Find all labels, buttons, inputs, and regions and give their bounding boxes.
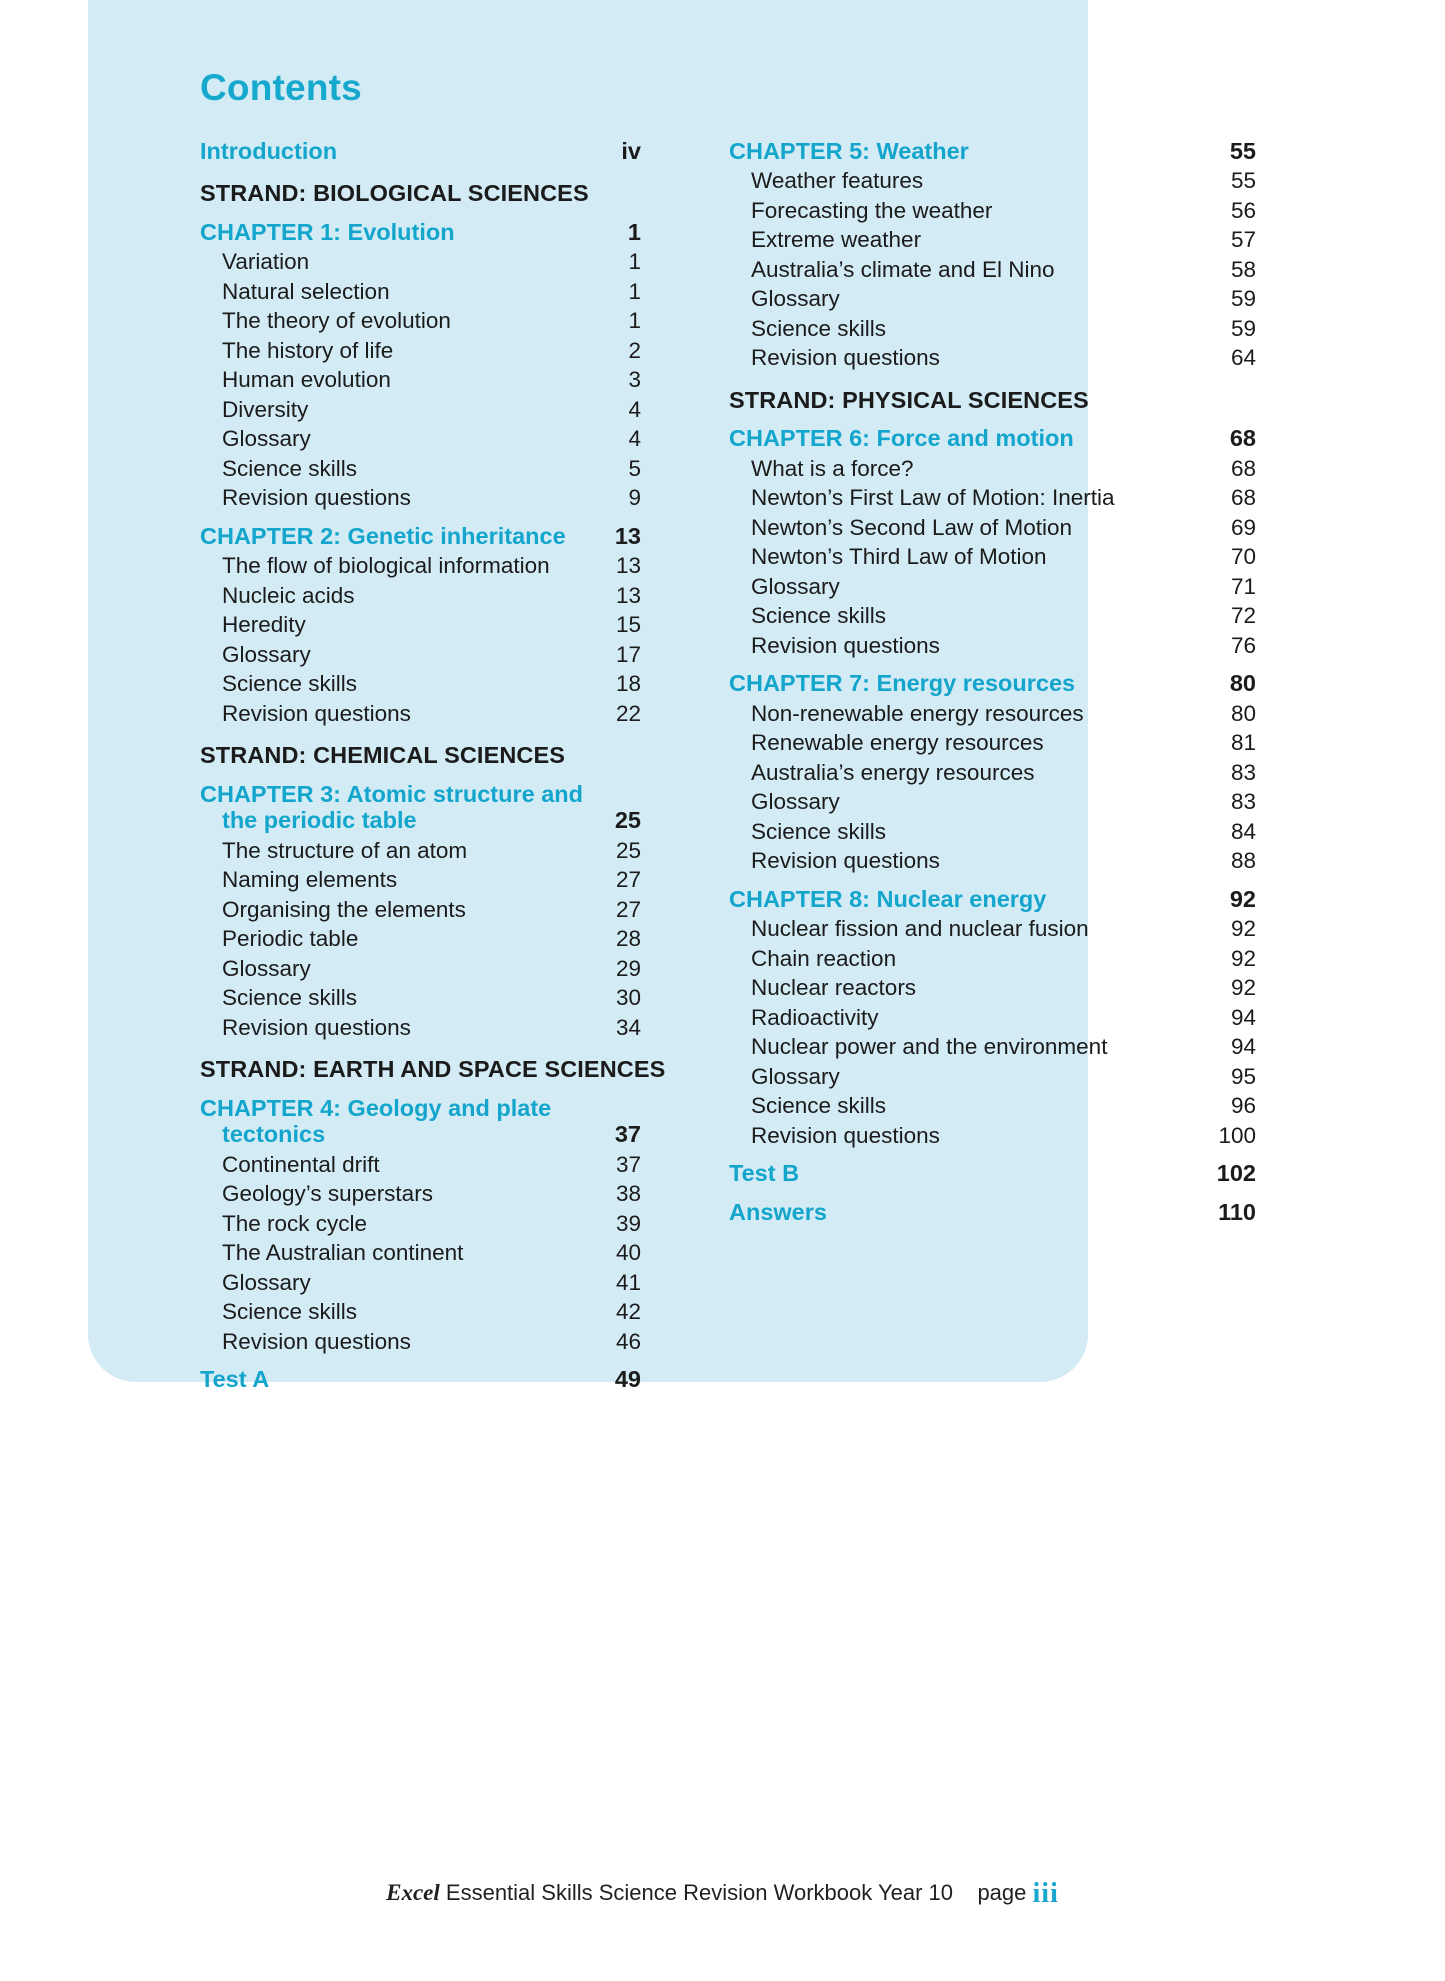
toc-entry-label: Science skills bbox=[222, 455, 358, 481]
toc-entry-page-number: 1 bbox=[628, 249, 641, 275]
toc-entry-major[interactable] bbox=[729, 885, 1256, 912]
toc-entry-sub[interactable] bbox=[729, 197, 1256, 223]
toc-entry-sub[interactable] bbox=[200, 487, 641, 510]
toc-entry-page-number: 3 bbox=[628, 367, 641, 393]
toc-entry-sub[interactable] bbox=[200, 1328, 641, 1354]
toc-entry-page-number: 17 bbox=[615, 641, 641, 667]
toc-entry-sub[interactable] bbox=[729, 1036, 1256, 1059]
toc-entry-label: Geology’s superstars bbox=[222, 1181, 433, 1207]
toc-entry-major[interactable] bbox=[729, 1198, 1256, 1225]
toc-entry-label: The history of life bbox=[222, 337, 394, 363]
toc-entry-page-number: 59 bbox=[1230, 315, 1256, 341]
toc-entry-page-number: 30 bbox=[615, 985, 641, 1011]
toc-entry-label: Newton’s First Law of Motion: Inertia bbox=[751, 485, 1115, 511]
toc-entry-label: Natural selection bbox=[222, 278, 390, 304]
toc-entry-label: Organising the elements bbox=[222, 896, 466, 922]
toc-entry-sub[interactable] bbox=[200, 641, 641, 667]
footer-page-number: iii bbox=[1032, 1878, 1059, 1909]
toc-entry-major[interactable] bbox=[729, 137, 1256, 164]
toc-entry-page-number: 18 bbox=[615, 671, 641, 697]
toc-entry-major[interactable] bbox=[200, 522, 641, 549]
toc-entry-page-number: 100 bbox=[1218, 1122, 1256, 1148]
toc-entry-sub[interactable] bbox=[729, 347, 1256, 370]
footer-text: Essential Skills Science Revision Workbook Year 10 bbox=[445, 1880, 953, 1905]
toc-entry-page-number: 64 bbox=[1230, 345, 1256, 371]
toc-entry-sub[interactable] bbox=[200, 614, 641, 637]
toc-entry-sub[interactable] bbox=[729, 514, 1256, 540]
toc-entry-label: What is a force? bbox=[751, 455, 914, 481]
contents-columns bbox=[200, 125, 1445, 1392]
toc-entry-label: The theory of evolution bbox=[222, 308, 451, 334]
toc-entry-label: Diversity bbox=[222, 396, 309, 422]
toc-entry-label: Science skills bbox=[751, 1093, 887, 1119]
toc-entry-label: CHAPTER 3: Atomic structure and bbox=[200, 780, 584, 807]
toc-entry-label: Nucleic acids bbox=[222, 582, 355, 608]
toc-entry-page-number: 84 bbox=[1230, 818, 1256, 844]
toc-entry-label: Glossary bbox=[751, 789, 840, 815]
page-title: Contents bbox=[200, 67, 362, 108]
toc-entry-label: Revision questions bbox=[222, 485, 411, 511]
toc-entry-sub[interactable] bbox=[200, 251, 641, 274]
toc-entry-label: Extreme weather bbox=[751, 227, 922, 253]
toc-entry-label: The structure of an atom bbox=[222, 837, 468, 863]
toc-entry-label: tectonics bbox=[222, 1121, 326, 1148]
footer-brand: Excel bbox=[386, 1880, 440, 1905]
toc-entry-page-number: 92 bbox=[1230, 916, 1256, 942]
toc-entry-page-number: 1 bbox=[627, 218, 641, 245]
toc-entry-major[interactable] bbox=[200, 137, 641, 164]
toc-entry-label: Variation bbox=[222, 249, 310, 275]
toc-entry-label: Introduction bbox=[200, 137, 338, 164]
toc-entry-sub[interactable] bbox=[729, 256, 1256, 282]
toc-entry-label: Glossary bbox=[751, 286, 840, 312]
toc-entry-sub[interactable] bbox=[729, 229, 1256, 252]
toc-entry-sub[interactable] bbox=[200, 369, 641, 392]
toc-entry-sub[interactable] bbox=[729, 1063, 1256, 1089]
toc-entry-sub[interactable] bbox=[200, 1269, 641, 1295]
toc-entry-page-number: 92 bbox=[1230, 975, 1256, 1001]
toc-entry-label: Revision questions bbox=[222, 1328, 411, 1354]
toc-entry-sub[interactable] bbox=[729, 546, 1256, 569]
toc-entry-page-number: 83 bbox=[1230, 759, 1256, 785]
toc-entry-sub[interactable] bbox=[200, 928, 641, 951]
toc-entry-sub[interactable] bbox=[200, 869, 641, 892]
toc-entry-sub[interactable] bbox=[729, 573, 1256, 599]
toc-entry-page-number: 22 bbox=[615, 700, 641, 726]
toc-entry-page-number: 55 bbox=[1230, 168, 1256, 194]
toc-entry-label: the periodic table bbox=[222, 807, 417, 834]
toc-entry-major[interactable] bbox=[729, 1162, 1256, 1186]
toc-entry-sub[interactable] bbox=[200, 337, 641, 363]
toc-entry-label: Weather features bbox=[751, 168, 924, 194]
toc-entry-page-number: 59 bbox=[1230, 286, 1256, 312]
toc-entry-label: Non-renewable energy resources bbox=[751, 700, 1084, 726]
toc-entry-page-number: 110 bbox=[1218, 1198, 1256, 1225]
toc-entry-label: Newton’s Third Law of Motion bbox=[751, 544, 1047, 570]
toc-entry-label: Science skills bbox=[222, 985, 358, 1011]
toc-entry-page-number: 80 bbox=[1230, 700, 1256, 726]
toc-entry-sub[interactable] bbox=[200, 955, 641, 981]
toc-entry-page-number: 81 bbox=[1230, 730, 1256, 756]
toc-entry-label: Glossary bbox=[222, 955, 311, 981]
toc-entry-page-number: 49 bbox=[614, 1366, 641, 1393]
toc-entry-major[interactable] bbox=[729, 672, 1256, 696]
contents-content bbox=[200, 68, 1445, 1392]
toc-entry-sub[interactable] bbox=[729, 315, 1256, 341]
contents-right-column bbox=[729, 125, 1256, 1392]
toc-entry-sub[interactable] bbox=[200, 278, 641, 304]
toc-entry-page-number: 28 bbox=[615, 926, 641, 952]
toc-entry-label: Revision questions bbox=[222, 1014, 411, 1040]
toc-entry-label: STRAND: PHYSICAL SCIENCES bbox=[729, 386, 1089, 413]
toc-entry-sub[interactable] bbox=[200, 1183, 641, 1206]
toc-entry-page-number: 76 bbox=[1230, 632, 1256, 658]
toc-entry-page-number: 41 bbox=[615, 1269, 641, 1295]
toc-entry-sub[interactable] bbox=[729, 977, 1256, 1000]
toc-entry-sub[interactable] bbox=[729, 632, 1256, 658]
toc-entry-label: Chain reaction bbox=[751, 945, 897, 971]
toc-entry-sub[interactable] bbox=[729, 605, 1256, 628]
toc-entry-page-number: 88 bbox=[1230, 848, 1256, 874]
toc-entry-label: Revision questions bbox=[751, 632, 940, 658]
toc-entry-major[interactable] bbox=[200, 1368, 641, 1392]
toc-entry-page-number: 1 bbox=[628, 308, 641, 334]
toc-entry-label: STRAND: BIOLOGICAL SCIENCES bbox=[200, 180, 589, 207]
toc-entry-label: Heredity bbox=[222, 612, 306, 638]
toc-entry-sub[interactable] bbox=[729, 791, 1256, 814]
toc-entry-page-number: 102 bbox=[1216, 1160, 1256, 1187]
toc-entry-label: Continental drift bbox=[222, 1151, 380, 1177]
toc-entry-label: CHAPTER 8: Nuclear energy bbox=[729, 885, 1047, 912]
toc-entry-major[interactable] bbox=[729, 427, 1256, 451]
toc-entry-label: The rock cycle bbox=[222, 1210, 368, 1236]
toc-entry-sub[interactable] bbox=[729, 945, 1256, 971]
toc-entry-label: Glossary bbox=[222, 426, 311, 452]
toc-entry-page-number: 25 bbox=[615, 837, 641, 863]
toc-entry-page-number: 27 bbox=[615, 896, 641, 922]
toc-entry-page-number: 1 bbox=[628, 278, 641, 304]
contents-page-panel bbox=[88, 0, 1256, 1393]
toc-entry-sub[interactable] bbox=[200, 837, 641, 863]
toc-entry-label: The flow of biological information bbox=[222, 553, 550, 579]
toc-entry-page-number: 46 bbox=[615, 1328, 641, 1354]
toc-entry-sub[interactable] bbox=[200, 896, 641, 922]
toc-entry-label: Science skills bbox=[222, 671, 358, 697]
toc-entry-label: CHAPTER 6: Force and motion bbox=[729, 425, 1074, 452]
toc-entry-major[interactable] bbox=[200, 1094, 641, 1121]
toc-entry-page-number: 92 bbox=[1230, 945, 1256, 971]
toc-entry-sub[interactable] bbox=[200, 310, 641, 333]
toc-entry-label: Revision questions bbox=[751, 1122, 940, 1148]
toc-strand-heading bbox=[729, 386, 1256, 413]
toc-entry-sub[interactable] bbox=[200, 582, 641, 608]
page-footer bbox=[0, 1878, 1445, 1910]
toc-entry-page-number: 68 bbox=[1230, 455, 1256, 481]
toc-entry-label: Australia’s energy resources bbox=[751, 759, 1035, 785]
toc-entry-label: Glossary bbox=[222, 641, 311, 667]
toc-entry-page-number: 15 bbox=[615, 612, 641, 638]
toc-entry-page-number: 27 bbox=[615, 867, 641, 893]
toc-entry-label: Australia’s climate and El Nino bbox=[751, 256, 1055, 282]
toc-entry-page-number: 57 bbox=[1230, 227, 1256, 253]
toc-entry-label: Nuclear reactors bbox=[751, 975, 917, 1001]
toc-entry-sub[interactable] bbox=[729, 918, 1256, 941]
toc-entry-major[interactable] bbox=[200, 218, 641, 245]
toc-entry-page-number: 69 bbox=[1230, 514, 1256, 540]
toc-entry-page-number: 29 bbox=[615, 955, 641, 981]
toc-entry-page-number: 40 bbox=[615, 1240, 641, 1266]
toc-entry-label: Glossary bbox=[222, 1269, 311, 1295]
toc-entry-major-continuation[interactable] bbox=[200, 809, 641, 833]
toc-entry-page-number: 70 bbox=[1230, 544, 1256, 570]
toc-entry-sub[interactable] bbox=[729, 1095, 1256, 1118]
toc-strand-heading bbox=[200, 744, 641, 768]
toc-entry-label: Glossary bbox=[751, 573, 840, 599]
toc-entry-sub[interactable] bbox=[200, 555, 641, 578]
toc-entry-page-number: 39 bbox=[615, 1210, 641, 1236]
toc-entry-page-number: 96 bbox=[1230, 1093, 1256, 1119]
toc-entry-label: Answers bbox=[729, 1198, 827, 1225]
toc-strand-heading bbox=[200, 182, 641, 206]
toc-entry-sub[interactable] bbox=[200, 396, 641, 422]
toc-entry-label: Nuclear fission and nuclear fusion bbox=[751, 916, 1089, 942]
toc-entry-label: Revision questions bbox=[751, 848, 940, 874]
toc-entry-page-number: 55 bbox=[1229, 137, 1256, 164]
toc-entry-major[interactable] bbox=[200, 780, 641, 807]
toc-entry-page-number: 83 bbox=[1230, 789, 1256, 815]
toc-entry-sub[interactable] bbox=[729, 732, 1256, 755]
toc-entry-label: CHAPTER 2: Genetic inheritance bbox=[200, 522, 566, 549]
toc-entry-sub[interactable] bbox=[200, 1242, 641, 1265]
toc-entry-page-number: 13 bbox=[615, 553, 641, 579]
toc-entry-page-number: iv bbox=[621, 137, 641, 164]
toc-entry-label: CHAPTER 1: Evolution bbox=[200, 218, 455, 245]
toc-entry-sub[interactable] bbox=[200, 428, 641, 451]
toc-entry-label: STRAND: EARTH AND SPACE SCIENCES bbox=[200, 1056, 666, 1083]
toc-entry-sub[interactable] bbox=[200, 1210, 641, 1236]
toc-entry-page-number: 42 bbox=[615, 1299, 641, 1325]
toc-entry-label: Glossary bbox=[751, 1063, 840, 1089]
toc-entry-page-number: 94 bbox=[1230, 1004, 1256, 1030]
toc-strand-heading bbox=[200, 1056, 666, 1083]
toc-entry-label: Naming elements bbox=[222, 867, 398, 893]
toc-entry-sub[interactable] bbox=[200, 455, 641, 481]
toc-entry-page-number: 56 bbox=[1230, 197, 1256, 223]
toc-entry-label: Revision questions bbox=[751, 345, 940, 371]
toc-entry-label: Newton’s Second Law of Motion bbox=[751, 514, 1073, 540]
toc-entry-page-number: 68 bbox=[1230, 485, 1256, 511]
toc-entry-page-number: 25 bbox=[614, 807, 641, 834]
toc-entry-sub[interactable] bbox=[729, 170, 1256, 193]
toc-entry-page-number: 13 bbox=[614, 522, 641, 549]
toc-entry-sub[interactable] bbox=[729, 759, 1256, 785]
toc-entry-page-number: 37 bbox=[614, 1121, 641, 1148]
toc-entry-page-number: 38 bbox=[615, 1181, 641, 1207]
toc-entry-label: Science skills bbox=[222, 1299, 358, 1325]
toc-entry-page-number: 80 bbox=[1229, 670, 1256, 697]
toc-entry-label: The Australian continent bbox=[222, 1240, 464, 1266]
toc-entry-label: Radioactivity bbox=[751, 1004, 879, 1030]
toc-entry-label: Renewable energy resources bbox=[751, 730, 1044, 756]
toc-entry-sub[interactable] bbox=[729, 1004, 1256, 1030]
toc-entry-sub[interactable] bbox=[200, 987, 641, 1010]
toc-entry-page-number: 58 bbox=[1230, 256, 1256, 282]
toc-entry-sub[interactable] bbox=[200, 700, 641, 726]
toc-entry-page-number: 92 bbox=[1229, 885, 1256, 912]
toc-entry-page-number: 71 bbox=[1230, 573, 1256, 599]
toc-entry-label: CHAPTER 7: Energy resources bbox=[729, 670, 1076, 697]
toc-entry-label: CHAPTER 5: Weather bbox=[729, 137, 969, 164]
footer-page-word: page bbox=[977, 1880, 1027, 1905]
toc-entry-sub[interactable] bbox=[729, 288, 1256, 311]
toc-entry-page-number: 72 bbox=[1230, 603, 1256, 629]
footer-gap bbox=[953, 1880, 977, 1905]
toc-entry-page-number: 34 bbox=[615, 1014, 641, 1040]
toc-entry-sub[interactable] bbox=[200, 1014, 641, 1040]
toc-entry-page-number: 94 bbox=[1230, 1034, 1256, 1060]
toc-entry-label: Science skills bbox=[751, 818, 887, 844]
toc-entry-label: Science skills bbox=[751, 603, 887, 629]
toc-entry-sub[interactable] bbox=[200, 1151, 641, 1177]
toc-entry-label: Revision questions bbox=[222, 700, 411, 726]
toc-entry-label: STRAND: CHEMICAL SCIENCES bbox=[200, 742, 566, 769]
toc-entry-major-continuation[interactable] bbox=[200, 1123, 641, 1147]
contents-left-column bbox=[200, 125, 666, 1393]
toc-entry-page-number: 5 bbox=[628, 455, 641, 481]
toc-entry-sub[interactable] bbox=[200, 1301, 641, 1324]
toc-entry-page-number: 2 bbox=[628, 337, 641, 363]
toc-entry-page-number: 95 bbox=[1230, 1063, 1256, 1089]
toc-entry-label: CHAPTER 4: Geology and plate bbox=[200, 1094, 552, 1121]
toc-entry-sub[interactable] bbox=[200, 673, 641, 696]
toc-entry-sub[interactable] bbox=[729, 1122, 1256, 1148]
toc-entry-page-number: 68 bbox=[1229, 425, 1256, 452]
toc-entry-page-number: 9 bbox=[628, 485, 641, 511]
toc-entry-label: Periodic table bbox=[222, 926, 359, 952]
toc-entry-label: Human evolution bbox=[222, 367, 391, 393]
toc-entry-page-number: 37 bbox=[615, 1151, 641, 1177]
toc-entry-sub[interactable] bbox=[729, 818, 1256, 844]
toc-entry-page-number: 4 bbox=[628, 396, 641, 422]
toc-entry-label: Forecasting the weather bbox=[751, 197, 993, 223]
toc-entry-label: Test B bbox=[729, 1160, 800, 1187]
toc-entry-sub[interactable] bbox=[729, 700, 1256, 726]
toc-entry-label: Nuclear power and the environment bbox=[751, 1034, 1108, 1060]
toc-entry-page-number: 4 bbox=[628, 426, 641, 452]
toc-entry-label: Test A bbox=[200, 1366, 270, 1393]
toc-entry-sub[interactable] bbox=[729, 850, 1256, 873]
toc-entry-page-number: 13 bbox=[615, 582, 641, 608]
toc-entry-sub[interactable] bbox=[729, 455, 1256, 481]
toc-entry-sub[interactable] bbox=[729, 487, 1256, 510]
toc-entry-label: Science skills bbox=[751, 315, 887, 341]
